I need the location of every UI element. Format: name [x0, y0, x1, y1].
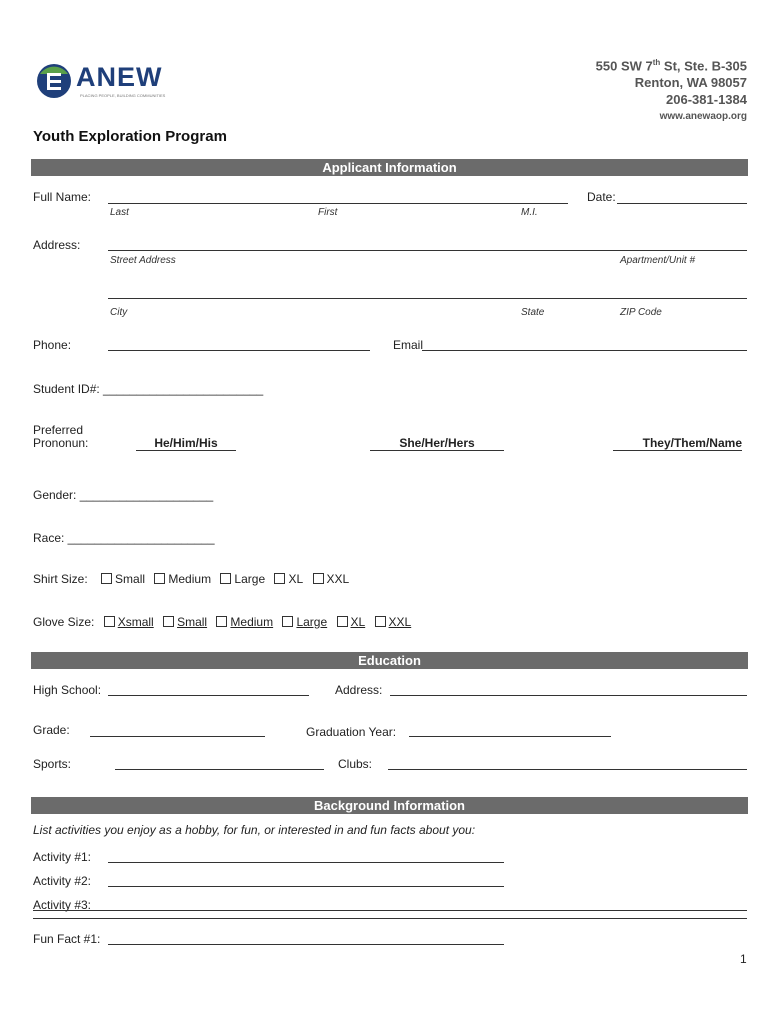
shirt-option-xl[interactable]: XL — [274, 572, 303, 586]
clubs-label: Clubs: — [338, 757, 373, 771]
phone-field[interactable] — [108, 350, 370, 351]
checkbox-icon — [163, 616, 174, 627]
checkbox-icon — [375, 616, 386, 627]
preferred-pronoun-label-1: Preferred — [33, 423, 84, 437]
full-name-field[interactable] — [108, 203, 568, 204]
first-name-caption: First — [318, 207, 338, 218]
page-number: 1 — [740, 952, 747, 966]
city-caption: City — [110, 307, 128, 318]
school-address-label: Address: — [335, 683, 383, 697]
glove-option-large[interactable]: Large — [282, 615, 327, 629]
date-field[interactable] — [617, 203, 747, 204]
shirt-size-row — [33, 572, 355, 586]
grade-label: Grade: — [33, 723, 70, 737]
program-title: Youth Exploration Program — [33, 128, 227, 145]
street-address-caption: Street Address — [110, 255, 176, 266]
org-phone: 206-381-1384 — [666, 92, 747, 108]
sports-field[interactable] — [115, 769, 324, 770]
glove-option-small[interactable]: Small — [163, 615, 207, 629]
anew-logo — [36, 62, 171, 102]
phone-label: Phone: — [33, 338, 72, 352]
activity-3-field-extra[interactable] — [33, 918, 747, 919]
org-address — [596, 54, 747, 125]
section-background-information: Background Information — [31, 797, 748, 814]
checkbox-icon — [216, 616, 227, 627]
activity-2-field[interactable] — [108, 886, 504, 887]
logo-mark-icon — [36, 62, 72, 100]
date-label: Date: — [587, 190, 616, 204]
fun-fact-1-label: Fun Fact #1: — [33, 932, 101, 946]
activities-prompt: List activities you enjoy as a hobby, for fun, or interested in and fun facts about you: — [33, 823, 476, 837]
apartment-caption: Apartment/Unit # — [620, 255, 696, 266]
activity-1-field[interactable] — [108, 862, 504, 863]
logo-tagline: PLACING PEOPLE, BUILDING COMMUNITIES — [80, 93, 166, 98]
pronoun-option-he[interactable]: He/Him/His — [136, 436, 236, 451]
shirt-option-large[interactable]: Large — [220, 572, 265, 586]
race-field[interactable]: Race: ______________________ — [33, 531, 215, 545]
city-state-zip-field[interactable] — [108, 298, 747, 299]
last-name-caption: Last — [110, 207, 129, 218]
state-caption: State — [521, 307, 545, 318]
address-line-2: Renton, WA 98057 — [634, 75, 747, 91]
pronoun-option-they[interactable]: They/Them/Name — [613, 436, 742, 451]
address-label: Address: — [33, 238, 81, 252]
checkbox-icon — [154, 573, 165, 584]
glove-size-label: Glove Size: — [33, 615, 95, 629]
shirt-option-medium[interactable]: Medium — [154, 572, 211, 586]
section-applicant-information: Applicant Information — [31, 159, 748, 176]
full-name-label: Full Name: — [33, 190, 92, 204]
graduation-year-label: Graduation Year: — [306, 725, 397, 739]
middle-initial-caption: M.I. — [521, 207, 538, 218]
checkbox-icon — [313, 573, 324, 584]
section-education: Education — [31, 652, 748, 669]
pronoun-option-she[interactable]: She/Her/Hers — [370, 436, 504, 451]
email-label: Email — [393, 338, 424, 352]
fun-fact-1-field[interactable] — [108, 944, 504, 945]
glove-option-xl[interactable]: XL — [337, 615, 366, 629]
checkbox-icon — [104, 616, 115, 627]
graduation-year-field[interactable] — [409, 736, 611, 737]
glove-option-medium[interactable]: Medium — [216, 615, 273, 629]
clubs-field[interactable] — [388, 769, 747, 770]
glove-option-xsmall[interactable]: Xsmall — [104, 615, 154, 629]
address-line-1: 550 SW 7th St, Ste. B-305 — [595, 58, 747, 74]
shirt-size-label: Shirt Size: — [33, 572, 88, 586]
high-school-field[interactable] — [108, 695, 309, 696]
checkbox-icon — [101, 573, 112, 584]
activity-3-field[interactable] — [33, 910, 747, 911]
activity-3-label: Activity #3: — [33, 898, 92, 912]
school-address-field[interactable] — [390, 695, 747, 696]
sports-label: Sports: — [33, 757, 72, 771]
grade-field[interactable] — [90, 736, 265, 737]
high-school-label: High School: — [33, 683, 102, 697]
glove-size-row — [33, 615, 417, 629]
gender-field[interactable]: Gender: ____________________ — [33, 488, 214, 502]
checkbox-icon — [282, 616, 293, 627]
preferred-pronoun-label-2: Prononun: — [33, 436, 89, 450]
activity-1-label: Activity #1: — [33, 850, 92, 864]
student-id-field[interactable]: Student ID#: ________________________ — [33, 382, 264, 396]
org-website[interactable]: www.anewaop.org — [659, 111, 747, 123]
shirt-option-xxl[interactable]: XXL — [313, 572, 350, 586]
shirt-option-small[interactable]: Small — [101, 572, 145, 586]
checkbox-icon — [220, 573, 231, 584]
activity-2-label: Activity #2: — [33, 874, 92, 888]
checkbox-icon — [337, 616, 348, 627]
glove-option-xxl[interactable]: XXL — [375, 615, 412, 629]
zip-caption: ZIP Code — [620, 307, 662, 318]
street-address-field[interactable] — [108, 250, 747, 251]
checkbox-icon — [274, 573, 285, 584]
email-field[interactable] — [422, 350, 747, 351]
logo-text: ANEW — [76, 62, 163, 92]
